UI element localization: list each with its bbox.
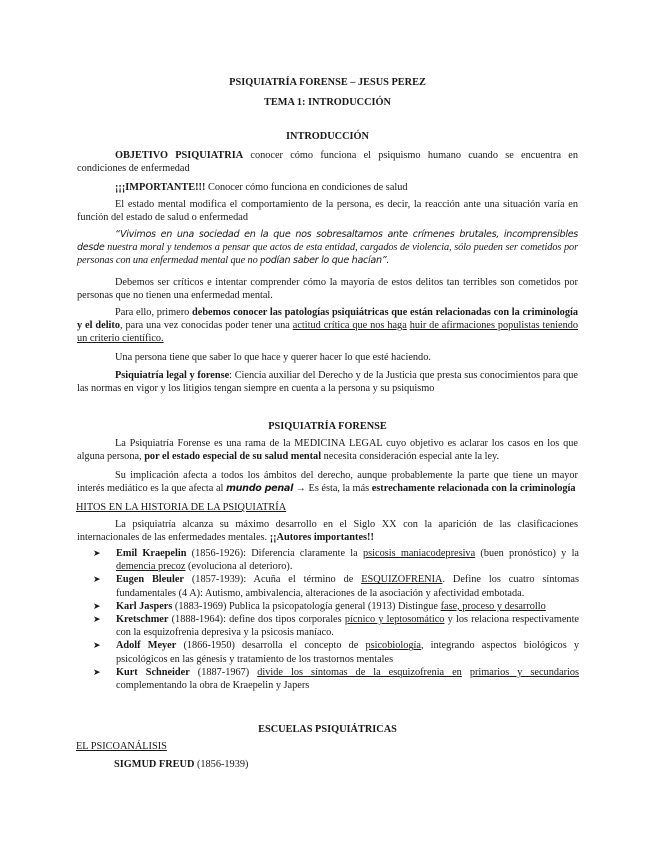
history-paragraph xyxy=(77,518,578,544)
penal-world-handwritten: mundo penal xyxy=(225,483,294,495)
arrow-bullet-icon: ➤ xyxy=(93,640,101,651)
author-name: Emil Kraepelin xyxy=(116,548,187,559)
author-text: (1857-1939): Acuña el término de xyxy=(183,574,362,586)
populist-claims-underlined: huir de afirmaciones populistas teniendo un criterio científico. xyxy=(77,320,579,345)
intro-paragraph-critical: Debemos ser críticos e intentar comprender cómo la mayoría de estos delitos tan terribles son cometidos por personas que no tienen una enfermedad mental. xyxy=(77,277,578,302)
arrow-bullet-icon: ➤ xyxy=(93,600,101,611)
author-name: Eugen Bleuler xyxy=(116,574,184,586)
psychoanalysis-title: EL PSICOANÁLISIS xyxy=(76,741,167,752)
intro-paragraph-pathologies xyxy=(77,306,578,346)
forensic-paragraph-implication xyxy=(77,469,578,495)
arrow-bullet-icon: ➤ xyxy=(93,666,101,677)
important-authors-bold: ¡¡Autores importantes!! xyxy=(269,532,374,544)
intro-paragraph-objective xyxy=(77,149,578,175)
definition-text-a: La Psiquiatría Forense es una rama de la MEDICINA LEGAL cuyo objetivo es aclarar los casos en los que alguna persona, xyxy=(77,438,578,463)
author-text: complementando la obra de Kraepelin y Japers xyxy=(116,680,310,692)
pathologies-text-c: , para una vez conocidas poder tener una xyxy=(120,320,293,332)
schools-heading: ESCUELAS PSIQUIÁTRICAS xyxy=(258,724,397,735)
author-underlined: demencia precoz xyxy=(116,561,186,573)
arrow-bullet-icon: ➤ xyxy=(93,614,101,625)
definition-bold: por el estado especial de su salud mental xyxy=(144,451,322,463)
author-text: . Define los cuatro síntomas fundamentales (4 A): Autismo, ambivalencia, alteraciones de la asociación y afectividad embotada. xyxy=(116,574,579,599)
freud-line xyxy=(114,758,248,771)
freud-name: SIGMUD FREUD xyxy=(114,759,195,770)
list-item xyxy=(93,600,579,613)
author-name: Kretschmer xyxy=(116,614,169,626)
author-underlined: ESQUIZOFRENIA xyxy=(361,574,443,586)
history-text: La psiquiatría alcanza su máximo desarrollo en el Siglo XX con la aparición de las clasificaciones internacionales de las enfermedades mentales. xyxy=(77,519,578,544)
list-item xyxy=(93,613,579,639)
quote-italic-part: nuestra moral y tendemos a pensar que actos de esta entidad, cargados de violencia, sólo pueden ser cometidos por personas con una enfermedad mental que no p xyxy=(77,242,578,267)
author-text: , integrando aspectos biológicos y psicológicos en las génesis y tratamiento de los trastornos mentales xyxy=(116,640,579,665)
list-item xyxy=(93,666,579,692)
authors-list xyxy=(93,547,579,692)
objective-text: conocer cómo funciona el psiquismo humano cuando se encuentra en condiciones de enfermedad xyxy=(77,150,578,175)
intro-quote xyxy=(77,228,578,268)
critical-attitude-underlined: actitud crítica que nos haga xyxy=(292,320,407,332)
author-underlined: divide los síntomas de la esquizofrenia en xyxy=(257,666,462,678)
author-text: y los relaciona respectivamente con la esquizofrenia depresiva y la psicosis maníaco. xyxy=(116,614,579,639)
pathologies-text-a: Para ello, primero xyxy=(115,307,193,318)
author-text: (buen pronóstico) y la xyxy=(475,548,579,559)
arrow-bullet-icon: ➤ xyxy=(93,574,101,585)
pathologies-bold: debemos conocer las patologías psiquiátricas que están relacionadas con la criminología y el delito xyxy=(77,307,578,332)
intro-paragraph-mental-state: El estado mental modifica el comportamiento de la persona, es decir, la reacción ante una situación varía en función del estado de salud o enfermedad xyxy=(77,199,578,224)
author-text: (1888-1964): define dos tipos corporales xyxy=(168,614,345,626)
list-item xyxy=(93,573,579,599)
intro-paragraph-legal xyxy=(77,369,578,395)
freud-years: (1856-1939) xyxy=(194,759,249,770)
legal-forensic-text: : Ciencia auxiliar del Derecho y de la Justicia que presta sus conocimientos para que las normas en vigor y los litigios tengan siempre en cuenta a la persona y su psiquismo xyxy=(77,370,578,395)
legal-forensic-label: Psiquiatría legal y forense xyxy=(115,370,230,381)
author-text: (1856-1926): Diferencia claramente la xyxy=(186,548,363,559)
arrow-bullet-icon: ➤ xyxy=(93,548,101,558)
author-text: (1887-1967) xyxy=(189,666,258,678)
author-underlined: primarios y secundarios xyxy=(469,666,580,678)
author-underlined: pícnico y leptosomático xyxy=(344,614,445,626)
quote-handwritten-part: “Vivimos en una sociedad en la que nos sobresaltamos ante crímenes brutales, incomprensibles desde xyxy=(77,229,578,254)
list-item xyxy=(93,639,579,665)
implication-text-b: → Es ésta, la más xyxy=(293,483,372,495)
implication-text-a: Su implicación afecta a todos los ámbitos del derecho, aunque probablemente la parte que tiene un mayor interés mediático es la que afecta al xyxy=(77,470,578,495)
forensic-paragraph-definition xyxy=(77,437,578,463)
quote-ending: odían saber lo que hacían”. xyxy=(265,255,390,267)
criminology-bold: estrechamente relacionada con la criminología xyxy=(371,483,576,495)
author-underlined: psicobiología xyxy=(365,640,421,652)
important-label: ¡¡¡IMPORTANTE!!! xyxy=(115,182,206,193)
topic-title: TEMA 1: INTRODUCCIÓN xyxy=(263,97,391,108)
forensic-heading: PSIQUIATRÍA FORENSE xyxy=(268,421,387,432)
important-text: Conocer cómo funciona en condiciones de salud xyxy=(205,182,408,193)
intro-paragraph-know: Una persona tiene que saber lo que hace y querer hacer lo que esté haciendo. xyxy=(115,352,431,363)
author-text xyxy=(462,667,470,678)
list-item xyxy=(93,547,579,573)
intro-paragraph-important xyxy=(77,181,578,194)
author-name: Adolf Meyer xyxy=(116,640,177,652)
history-milestones-title: HITOS EN LA HISTORIA DE LA PSIQUIATRÍA xyxy=(76,502,287,513)
author-underlined: psicosis maniacodepresiva xyxy=(362,548,476,559)
intro-heading: INTRODUCCIÓN xyxy=(286,131,369,142)
author-name: Kurt Schneider xyxy=(116,666,190,678)
definition-text-c: necesita consideración especial ante la ley. xyxy=(321,451,500,463)
author-text: (1883-1969) Publica la psicopatología general (1913) Distingue xyxy=(172,600,441,612)
objective-label: OBJETIVO PSIQUIATRIA xyxy=(115,150,244,161)
author-name: Karl Jaspers xyxy=(116,600,173,612)
document-title: PSIQUIATRÍA FORENSE – JESUS PEREZ xyxy=(229,77,426,88)
author-text: (evoluciona al deterioro). xyxy=(185,561,293,573)
author-text: (1866-1950) desarrolla el concepto de xyxy=(176,640,366,652)
author-underlined: fase, proceso y desarrollo xyxy=(440,600,546,612)
